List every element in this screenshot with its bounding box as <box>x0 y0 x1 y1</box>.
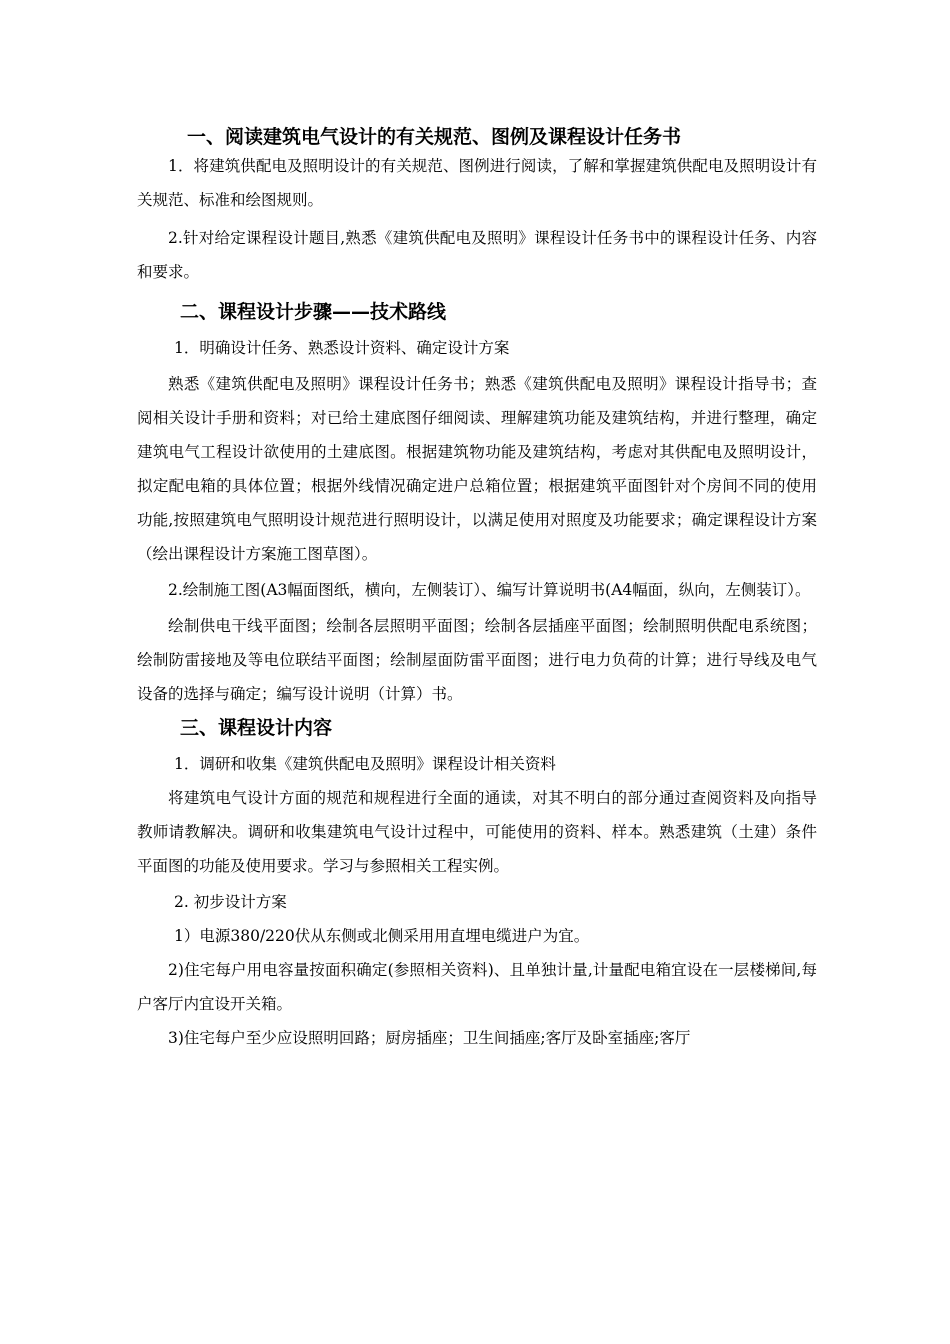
document-body <box>137 124 817 1055</box>
section-2-paragraph-2: 2.绘制施工图(A3幅面图纸，横向，左侧装订）、编写计算说明书(A4幅面，纵向，左侧装订）。 <box>168 581 811 599</box>
section-2-heading: 二、课程设计步骤——技术路线 <box>180 301 447 323</box>
section-3-paragraph-1: 将建筑电气设计方面的规范和规程进行全面的通读，对其不明白的部分通过查阅资料及向指导教师请教解决。调研和收集建筑电气设计过程中，可能使用的资料、样本。熟悉建筑（土建）条件平面图的功能及使用要求。学习与参照相关工程实例。 <box>137 789 817 875</box>
section-3-item-2: 2. 初步设计方案 <box>174 893 287 911</box>
section-3-paragraph-2: 2)住宅每户用电容量按面积确定(参照相关资料)、且单独计量,计量配电箱宜设在一层楼梯间,每户客厅内宜设开关箱。 <box>137 961 817 1013</box>
section-2-paragraph-1: 熟悉《建筑供配电及照明》课程设计任务书；熟悉《建筑供配电及照明》课程设计指导书；查阅相关设计手册和资料；对已给土建底图仔细阅读、理解建筑功能及建筑结构，并进行整理，确定建筑电气工程设计欲使用的土建底图。根据建筑物功能及建筑结构，考虑对其供配电及照明设计，拟定配电箱的具体位置；根据外线情况确定进户总箱位置；根据建筑平面图针对个房间不同的使用功能,按照建筑电气照明设计规范进行照明设计，以满足使用对照度及功能要求；确定课程设计方案（绘出课程设计方案施工图草图）。 <box>137 375 817 563</box>
section-3-paragraph-3: 3)住宅每户至少应设照明回路；厨房插座；卫生间插座;客厅及卧室插座;客厅 <box>168 1029 691 1047</box>
section-2-item-1: 1．明确设计任务、熟悉设计资料、确定设计方案 <box>174 339 510 357</box>
section-2-paragraph-3: 绘制供电干线平面图；绘制各层照明平面图；绘制各层插座平面图；绘制照明供配电系统图；绘制防雷接地及等电位联结平面图；绘制屋面防雷平面图；进行电力负荷的计算；进行导线及电气设备的选择与确定；编写设计说明（计算）书。 <box>137 617 817 703</box>
section-3-item-3: 1）电源380/220伏从东侧或北侧采用用直埋电缆进户为宜。 <box>174 927 590 945</box>
section-1-paragraph-2: 2.针对给定课程设计题目,熟悉《建筑供配电及照明》课程设计任务书中的课程设计任务、内容和要求。 <box>137 229 817 281</box>
section-3-item-1: 1．调研和收集《建筑供配电及照明》课程设计相关资料 <box>174 755 556 773</box>
section-1-heading: 一、阅读建筑电气设计的有关规范、图例及课程设计任务书 <box>187 126 682 148</box>
section-1-paragraph-1: 1．将建筑供配电及照明设计的有关规范、图例进行阅读，了解和掌握建筑供配电及照明设计有关规范、标准和绘图规则。 <box>137 157 817 209</box>
section-3-heading: 三、课程设计内容 <box>180 717 333 739</box>
